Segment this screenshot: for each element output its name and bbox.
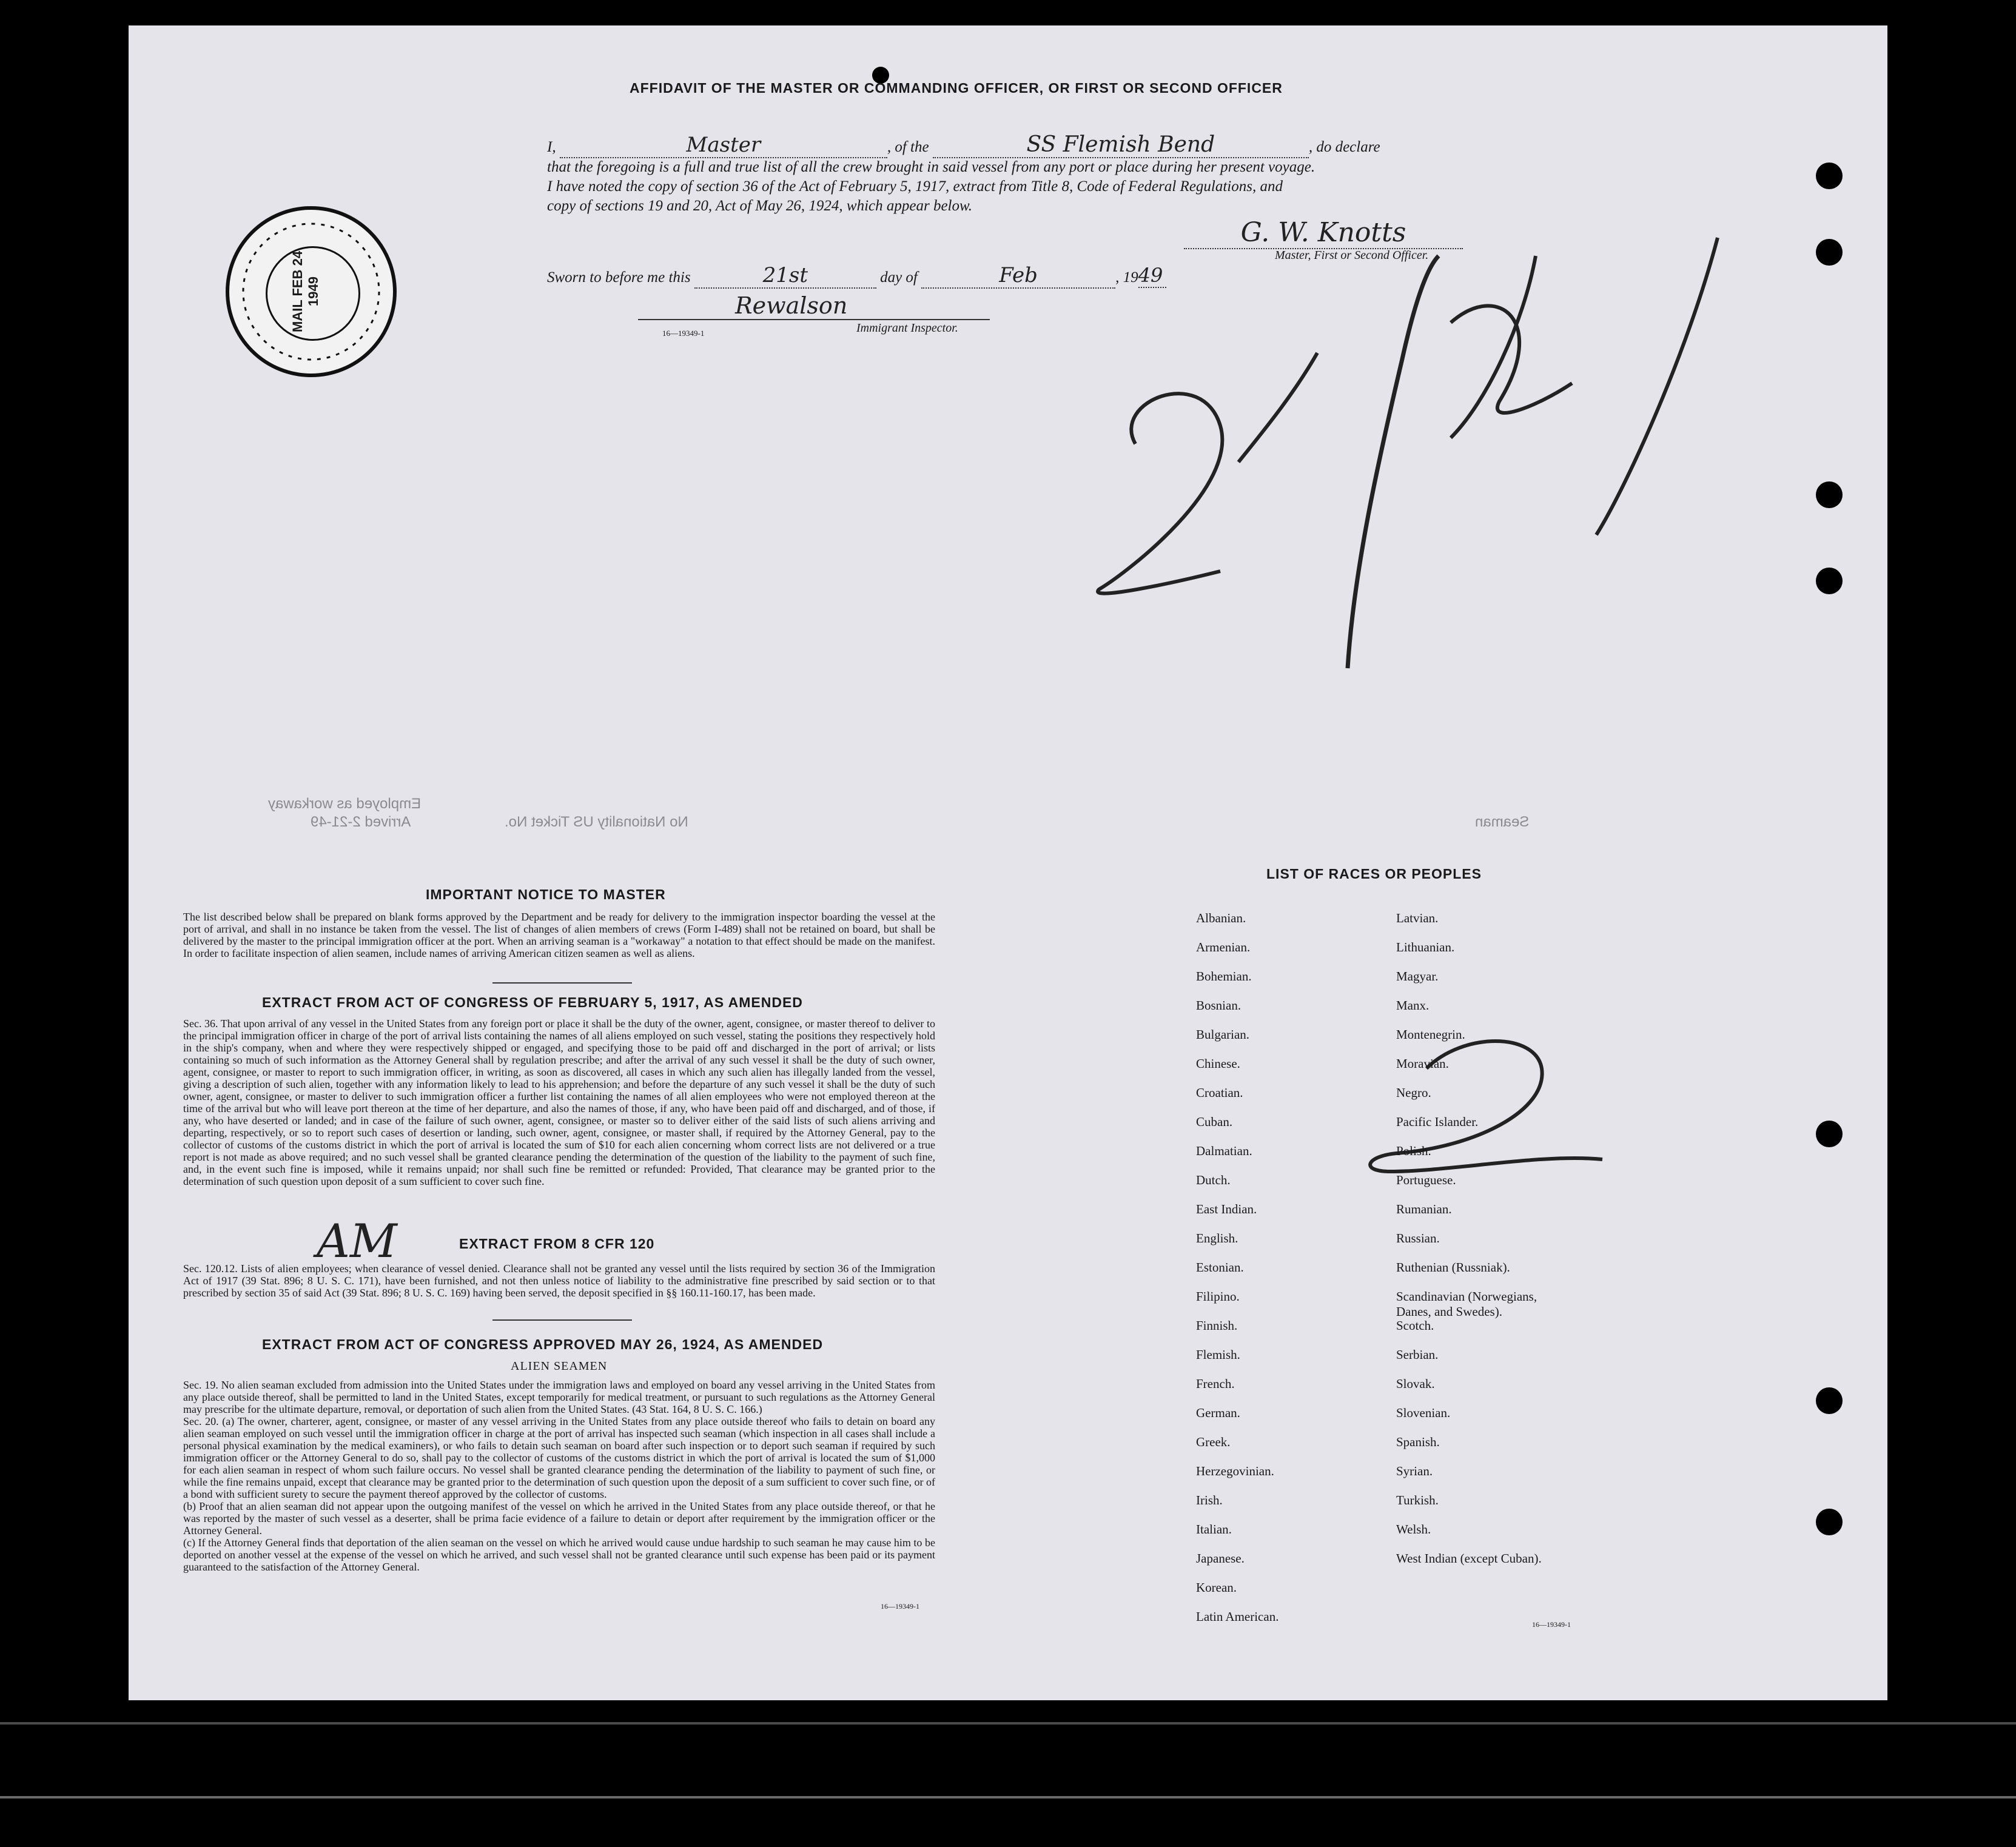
race-item: West Indian (except Cuban). [1396,1551,1542,1566]
race-item: Polish. [1396,1144,1431,1158]
affidavit-body [547,158,1608,216]
races-title: LIST OF RACES OR PEOPLES [1266,866,1482,882]
year-field: 49 [1138,264,1166,288]
notice-title: IMPORTANT NOTICE TO MASTER [426,887,666,902]
race-item: Dalmatian. [1196,1144,1252,1158]
punch-hole [1816,239,1843,266]
bleed-through-text: No Nationality US Ticket No. [505,814,688,830]
race-item: Latin American. [1196,1609,1279,1624]
affidavit-form-number: 16—19349-1 [662,329,705,338]
notice-body: The list described below shall be prepared on blank forms approved by the Department and be ready for delivery to the immigration inspector boarding the vessel at the port of arrival, and shall in no instance be taken from the vessel. The list of changes of alien members of crews (Form I-489) shall not be retained on board, but shall be delivered by the master to the principal immigration officer at the port. When an arriving seaman is a "workaway" a notation to that effect should be made on the manifest. In order to facilitate inspection of alien seamen, include names of arriving American citizen seamen as well as aliens. [183,911,935,959]
extract-cfr-title: EXTRACT FROM 8 CFR 120 [459,1236,655,1252]
punch-hole [1816,1121,1843,1147]
race-item: Korean. [1196,1580,1237,1595]
affidavit-body-line: that the foregoing is a full and true list of all the crew brought in said vessel from any port or place during her present voyage. [547,159,1315,175]
vessel-name-field: SS Flemish Bend [933,132,1309,158]
race-item: Albanian. [1196,911,1246,925]
race-item: Rumanian. [1396,1202,1452,1216]
race-item: Greek. [1196,1435,1231,1449]
race-item: Spanish. [1396,1435,1440,1449]
race-item: Pacific Islander. [1396,1115,1479,1129]
extract-1924-body: Sec. 19. No alien seaman excluded from admission into the United States under the immigration laws and employed on board any vessel arriving in the United States from any place outside thereof, shall be permitted to land in the United States, except temporarily for medical treatment, or pursuant to such regulations as the Attorney General may prescribe for the ultimate departure, removal, or deportation of such alien from the United States. (43 Stat. 164, 8 U. S. C. 166.) Sec. 20. (a) The owner, charterer, agent, consignee, or master of any vessel arriving in the United States from any place outside thereof who fails to detain on board any alien seaman employed on such vessel until the immigration officer in charge at the port of arrival has inspected such seaman (which inspection in all cases shall include a personal physical examination by the medical examiners), or who fails to detain such seaman on board after such inspection or to deport such seaman if required by such immigration officer or the Attorney General to do so, shall pay to the collector of customs of the customs district in which the port of arrival is located the sum of $1,000 for each alien seaman in respect of whom such failure occurs. No vessel shall be granted clearance pending the determination of the liability to payment of such fine, or while the fine remains unpaid, except that clearance may be granted prior to the determination of such question upon the deposit of a sum sufficient to cover such fine, or of a bond with sufficient surety to secure the payment thereof approved by the collector of customs. (b) Proof that an alien seaman did not appear upon the outgoing manifest of the vessel on which he arrived in the United States from any place outside thereof, or that he was reported by the master of such vessel as a deserter, shall be prima facie evidence of a failure to detain or deport after requirement by the immigration officer or the Attorney General. (c) If the Attorney General finds that deportation of the alien seaman on the vessel on which he arrived would cause undue hardship to such seaman he may cause him to be deported on another vessel at the expense of the vessel on which he arrived, and such vessel shall not be granted clearance until such expense has been paid or its payment guaranteed to the satisfaction of the Attorney General. [183,1379,935,1573]
sworn-month-field: Feb [921,263,1115,289]
mail-received-stamp [226,206,397,377]
punch-hole [1816,481,1843,508]
handwritten-21-21 [1063,232,1730,674]
day-of-label: day of [880,269,918,286]
document-page [129,25,1887,1700]
sworn-day-field: 21st [694,263,876,289]
race-item: Montenegrin. [1396,1027,1465,1042]
label-do-declare: , do declare [1308,139,1380,155]
affidavit-body-line: I have noted the copy of section 36 of the Act of February 5, 1917, extract from Title 8, Code of Federal Regulations, and [547,178,1283,195]
race-item: Slovenian. [1396,1406,1451,1420]
race-item: Syrian. [1396,1464,1433,1478]
bleed-through-text: Employed as workaway [268,796,422,812]
race-item: Irish. [1196,1493,1223,1507]
race-item: Welsh. [1396,1522,1431,1537]
race-item: Armenian. [1196,940,1251,954]
race-item: Negro. [1396,1085,1431,1100]
affidavit-body-line: copy of sections 19 and 20, Act of May 26, 1924, which appear below. [547,198,973,214]
race-item: English. [1196,1231,1238,1245]
punch-hole [1816,163,1843,189]
extract-1917-title: EXTRACT FROM ACT OF CONGRESS OF FEBRUARY 5, 1917, AS AMENDED [262,994,803,1010]
year-label: , 19 [1115,269,1138,286]
race-item: Serbian. [1396,1347,1439,1362]
race-item: Herzegovinian. [1196,1464,1274,1478]
race-item: Bulgarian. [1196,1027,1250,1042]
race-item: Finnish. [1196,1318,1238,1333]
race-item: Cuban. [1196,1115,1233,1129]
handwritten-2 [1342,1008,1614,1208]
race-item: Manx. [1396,998,1430,1013]
race-item: Scotch. [1396,1318,1434,1333]
extract-form-number: 16—19349-1 [881,1602,919,1611]
label-i: I, [547,139,556,155]
punch-hole [1816,568,1843,594]
race-item: Filipino. [1196,1289,1240,1304]
extract-1924-subtitle: ALIEN SEAMEN [511,1359,608,1373]
divider [492,1319,632,1321]
race-item: Japanese. [1196,1551,1245,1566]
stamp-ring-marks [229,210,393,374]
master-signature: G. W. Knotts [1184,217,1463,249]
race-item: Lithuanian. [1396,940,1455,954]
handwritten-initials: AM [317,1214,397,1268]
race-item: Italian. [1196,1522,1232,1537]
race-item: Scandinavian (Norwegians, Danes, and Swedes). [1396,1289,1537,1319]
race-item: Magyar. [1396,969,1439,984]
race-item: Bohemian. [1196,969,1252,984]
race-item: Dutch. [1196,1173,1231,1187]
race-item: Chinese. [1196,1056,1240,1071]
race-item: Estonian. [1196,1260,1244,1275]
race-item: Russian. [1396,1231,1440,1245]
affidavit-title: AFFIDAVIT OF THE MASTER OR COMMANDING OFFICER, OR FIRST OR SECOND OFFICER [630,80,1283,96]
master-signature-caption: Master, First or Second Officer. [1275,249,1429,262]
divider [492,982,632,984]
stamp-text: MAIL FEB 24 1949 [290,250,321,333]
races-form-number: 16—19349-1 [1532,1620,1571,1629]
race-item: Ruthenian (Russniak). [1396,1260,1510,1275]
inspector-signature: Rewalson [638,292,990,320]
race-item: Slovak. [1396,1376,1435,1391]
extract-1924-title: EXTRACT FROM ACT OF CONGRESS APPROVED MAY 26, 1924, AS AMENDED [262,1336,824,1352]
punch-hole [1816,1387,1843,1414]
extract-cfr-body: Sec. 120.12. Lists of alien employees; when clearance of vessel denied. Clearance shall not be granted any vessel until the lists required by section 36 of the Immigration Act of 1917 (39 Stat. 896; 8 U. S. C. 171), have been furnished, and not then unless notice of liability to the administrative fine prescribed by said section or to that prescribed by section 35 of said Act (39 Stat. 896; 8 U. S. C. 169) having been served, the deposit specified in §§ 160.11-160.17, has been made. [183,1262,935,1299]
race-item: German. [1196,1406,1240,1420]
bleed-through-text: Seaman [1475,814,1530,830]
master-name-field: Master [560,133,887,158]
affidavit-line-i [547,132,1608,158]
race-item: Moravian. [1396,1056,1449,1071]
race-item: Portuguese. [1396,1173,1456,1187]
race-item: Bosnian. [1196,998,1242,1013]
race-item: Turkish. [1396,1493,1439,1507]
sworn-label: Sworn to before me this [547,269,691,286]
inspector-caption: Immigrant Inspector. [856,321,958,335]
race-item: Croatian. [1196,1085,1243,1100]
race-item: Flemish. [1196,1347,1240,1362]
extract-1917-body: Sec. 36. That upon arrival of any vessel in the United States from any foreign port or place it shall be the duty of the owner, agent, consignee, or master thereof to deliver to the principal immigration officer in charge of the port of arrival lists containing the names of all aliens employed on such vessel, stating the positions they respectively hold in the ship's company, when and where they were respectively shipped or engaged, and specifying those to be paid off and discharged in the port of arrival; or lists containing so much of such information as the Attorney General shall by regulation prescribe; and after the arrival of any such vessel it shall be the duty of such owner, agent, consignee, or master to report to such immigration officer, in writing, as soon as discovered, all cases in which any such alien has illegally landed from the vessel, giving a description of such alien, together with any information likely to lead to his apprehension; and before the departure of any such vessel it shall be the duty of such owner, agent, consignee, or master to deliver to such immigration officer a further list containing the names of all alien employees who were not employed thereon at the time of the arrival but who will leave port thereon at the time of her departure, and also the names of those, if any, who have been paid off and discharged, and of those, if any, who have deserted or landed; and in case of the failure of such owner, agent, consignee, or master so to deliver either of the said lists of such aliens arriving and departing, respectively, or so to report such cases of desertion or landing, such owner, agent, consignee, or master shall, if required by the Attorney General, pay to the collector of customs of the customs district in which the port of arrival is located the sum of $10 for each alien concerning whom correct lists are not delivered or a true report is not made as above required; and no such vessel shall be granted clearance pending the determination of the question of the liability to the payment of such fine, and, in the event such fine is imposed, while it remains unpaid; nor shall such fine be remitted or refunded: Provided, That clearance may be granted prior to the determination of such question upon deposit of a sum sufficient to cover such fine. [183,1017,935,1187]
bleed-through-text: Arrived 2-21-49 [311,814,411,830]
race-item: French. [1196,1376,1235,1391]
punch-hole [1816,1509,1843,1535]
race-item: Latvian. [1396,911,1439,925]
race-item: East Indian. [1196,1202,1257,1216]
label-of-the: , of the [887,139,929,155]
